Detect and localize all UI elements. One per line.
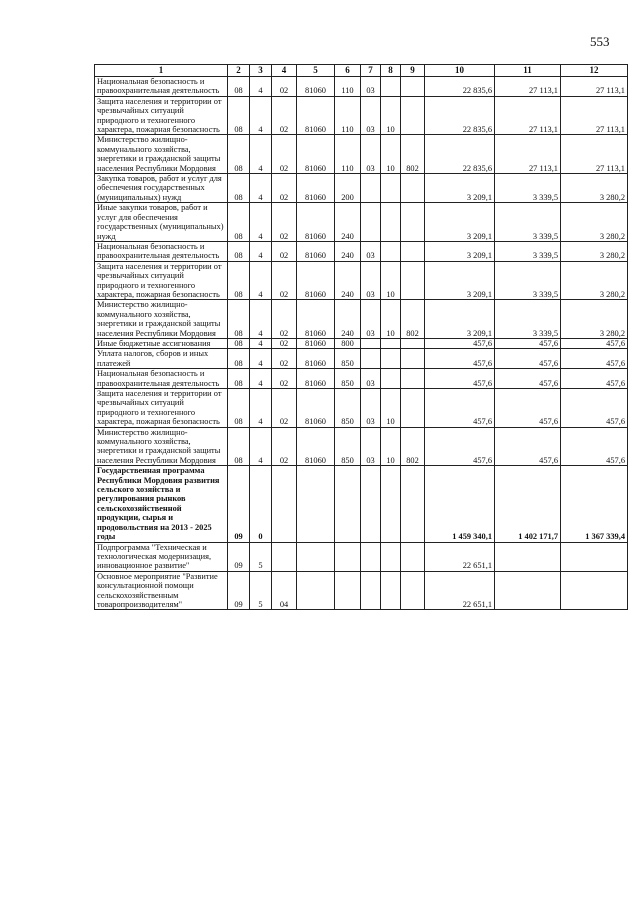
- row-name: Закупка товаров, работ и услуг для обеспечения государственных (муниципальных) нужд: [97, 174, 222, 202]
- row-name-cell: [95, 241, 228, 261]
- subsection-code: 10: [381, 135, 401, 174]
- subprogram-code: 02: [272, 300, 297, 339]
- amount-col12: 27 113,1: [561, 96, 628, 135]
- table-row: [95, 369, 628, 389]
- direction-code: 81060: [297, 203, 335, 242]
- header-row: [95, 65, 628, 77]
- section-code: 08: [228, 261, 250, 300]
- amount-col10: 3 209,1: [425, 241, 495, 261]
- expense-type-code: 240: [335, 261, 361, 300]
- administrator-code: [401, 338, 425, 348]
- administrator-code: [401, 542, 425, 571]
- amount-col11: 27 113,1: [495, 96, 561, 135]
- section-subcode: 03: [361, 369, 381, 389]
- section-code: 08: [228, 135, 250, 174]
- row-name: Министерство жилищно-коммунального хозяйства, энергетики и гражданской защиты населения Республики Мордовия: [97, 135, 221, 173]
- row-name-cell: [95, 203, 228, 242]
- amount-col10: 22 835,6: [425, 135, 495, 174]
- administrator-code: [401, 571, 425, 610]
- expense-type-code: 850: [335, 349, 361, 369]
- section-code: 08: [228, 338, 250, 348]
- amount-col11: 457,6: [495, 389, 561, 428]
- expense-type-code: 110: [335, 135, 361, 174]
- row-name-cell: [95, 338, 228, 348]
- section-subcode: [361, 542, 381, 571]
- administrator-code: [401, 261, 425, 300]
- direction-code: 81060: [297, 174, 335, 203]
- subsection-code: [381, 349, 401, 369]
- direction-code: 81060: [297, 135, 335, 174]
- section-subcode: 03: [361, 77, 381, 97]
- amount-col10: 3 209,1: [425, 203, 495, 242]
- direction-code: 81060: [297, 77, 335, 97]
- section-code: 08: [228, 203, 250, 242]
- subprogram-code: 02: [272, 389, 297, 428]
- amount-col10: 22 835,6: [425, 77, 495, 97]
- expense-type-code: 850: [335, 369, 361, 389]
- amount-col11: [495, 542, 561, 571]
- amount-col10: 22 651,1: [425, 542, 495, 571]
- subprogram-code: [272, 466, 297, 542]
- direction-code: 81060: [297, 241, 335, 261]
- subsection-code: 10: [381, 261, 401, 300]
- row-name-cell: [95, 135, 228, 174]
- subprogram-code: [272, 542, 297, 571]
- row-name: Национальная безопасность и правоохранительная деятельность: [97, 77, 220, 96]
- table-row: [95, 427, 628, 466]
- table-body: [95, 77, 628, 610]
- amount-col12: 3 280,2: [561, 300, 628, 339]
- direction-code: [297, 466, 335, 542]
- section-code: 08: [228, 300, 250, 339]
- direction-code: 81060: [297, 369, 335, 389]
- program-code: 4: [250, 349, 272, 369]
- section-subcode: [361, 338, 381, 348]
- row-name: Министерство жилищно-коммунального хозяйства, энергетики и гражданской защиты населения Республики Мордовия: [97, 427, 221, 465]
- expense-type-code: 110: [335, 96, 361, 135]
- direction-code: 81060: [297, 389, 335, 428]
- amount-col11: 3 339,5: [495, 203, 561, 242]
- amount-col12: 457,6: [561, 369, 628, 389]
- expense-type-code: 200: [335, 174, 361, 203]
- program-code: 4: [250, 369, 272, 389]
- program-code: 5: [250, 542, 272, 571]
- section-subcode: 03: [361, 96, 381, 135]
- budget-table: [94, 64, 628, 610]
- subsection-code: 10: [381, 427, 401, 466]
- section-subcode: [361, 349, 381, 369]
- row-name-cell: [95, 427, 228, 466]
- amount-col10: 457,6: [425, 389, 495, 428]
- table-row: [95, 349, 628, 369]
- subsection-code: [381, 77, 401, 97]
- row-name: Защита населения и территории от чрезвычайных ситуаций природного и техногенного характера, пожарная безопасность: [97, 96, 222, 135]
- amount-col10: 457,6: [425, 427, 495, 466]
- program-code: 4: [250, 389, 272, 428]
- expense-type-code: 240: [335, 300, 361, 339]
- subsection-code: [381, 571, 401, 610]
- table-row: [95, 96, 628, 135]
- row-name-cell: [95, 174, 228, 203]
- row-name: Защита населения и территории от чрезвычайных ситуаций природного и техногенного характера, пожарная безопасность: [97, 261, 222, 299]
- direction-code: 81060: [297, 338, 335, 348]
- subsection-code: [381, 338, 401, 348]
- administrator-code: [401, 389, 425, 428]
- column-header: 7: [361, 65, 381, 77]
- amount-col10: 3 209,1: [425, 300, 495, 339]
- administrator-code: [401, 349, 425, 369]
- row-name-cell: [95, 369, 228, 389]
- section-code: 09: [228, 571, 250, 610]
- section-code: 09: [228, 466, 250, 542]
- expense-type-code: 240: [335, 241, 361, 261]
- amount-col12: 3 280,2: [561, 174, 628, 203]
- section-subcode: 03: [361, 300, 381, 339]
- subprogram-code: 02: [272, 369, 297, 389]
- table-row: [95, 241, 628, 261]
- amount-col11: 457,6: [495, 338, 561, 348]
- table-row: [95, 135, 628, 174]
- subprogram-code: 02: [272, 261, 297, 300]
- program-code: 4: [250, 96, 272, 135]
- administrator-code: [401, 174, 425, 203]
- row-name: Государственная программа Республики Мордовия развития сельского хозяйства и регулирования рынков сельскохозяйственной продукции, сырья и продовольствия на 2013 - 2025 годы: [97, 466, 220, 542]
- section-subcode: 03: [361, 241, 381, 261]
- amount-col12: 3 280,2: [561, 261, 628, 300]
- amount-col12: 3 280,2: [561, 241, 628, 261]
- row-name-cell: [95, 542, 228, 571]
- expense-type-code: 110: [335, 77, 361, 97]
- column-header: 3: [250, 65, 272, 77]
- column-header: 1: [95, 65, 228, 77]
- amount-col10: 457,6: [425, 338, 495, 348]
- direction-code: 81060: [297, 96, 335, 135]
- amount-col12: 457,6: [561, 389, 628, 428]
- section-code: 08: [228, 427, 250, 466]
- subsection-code: [381, 241, 401, 261]
- subprogram-code: 02: [272, 349, 297, 369]
- section-code: 08: [228, 389, 250, 428]
- table-row: [95, 338, 628, 348]
- section-code: 08: [228, 96, 250, 135]
- administrator-code: [401, 77, 425, 97]
- section-subcode: [361, 203, 381, 242]
- direction-code: 81060: [297, 349, 335, 369]
- column-header: 9: [401, 65, 425, 77]
- subsection-code: [381, 466, 401, 542]
- row-name-cell: [95, 261, 228, 300]
- program-code: 5: [250, 571, 272, 610]
- administrator-code: [401, 241, 425, 261]
- section-subcode: [361, 174, 381, 203]
- row-name: Защита населения и территории от чрезвычайных ситуаций природного и техногенного характера, пожарная безопасность: [97, 389, 222, 427]
- row-name: Иные бюджетные ассигнования: [97, 338, 211, 348]
- subprogram-code: 02: [272, 203, 297, 242]
- amount-col12: 457,6: [561, 427, 628, 466]
- amount-col12: 457,6: [561, 338, 628, 348]
- administrator-code: 802: [401, 300, 425, 339]
- direction-code: 81060: [297, 427, 335, 466]
- subsection-code: 10: [381, 300, 401, 339]
- amount-col11: [495, 571, 561, 610]
- table-row: [95, 466, 628, 542]
- program-code: 4: [250, 77, 272, 97]
- table-row: [95, 203, 628, 242]
- row-name-cell: [95, 466, 228, 542]
- amount-col11: 27 113,1: [495, 135, 561, 174]
- amount-col12: 3 280,2: [561, 203, 628, 242]
- section-code: 08: [228, 349, 250, 369]
- row-name: Министерство жилищно-коммунального хозяйства, энергетики и гражданской защиты населения Республики Мордовия: [97, 300, 221, 338]
- amount-col10: 3 209,1: [425, 174, 495, 203]
- subprogram-code: 04: [272, 571, 297, 610]
- subprogram-code: 02: [272, 135, 297, 174]
- administrator-code: [401, 203, 425, 242]
- amount-col10: 22 651,1: [425, 571, 495, 610]
- amount-col11: 457,6: [495, 349, 561, 369]
- subprogram-code: 02: [272, 174, 297, 203]
- row-name-cell: [95, 389, 228, 428]
- subprogram-code: 02: [272, 77, 297, 97]
- row-name: Национальная безопасность и правоохранительная деятельность: [97, 241, 220, 261]
- expense-type-code: 850: [335, 389, 361, 428]
- column-header: 10: [425, 65, 495, 77]
- table-row: [95, 571, 628, 610]
- section-subcode: 03: [361, 135, 381, 174]
- subprogram-code: 02: [272, 427, 297, 466]
- expense-type-code: 850: [335, 427, 361, 466]
- administrator-code: [401, 369, 425, 389]
- amount-col12: [561, 571, 628, 610]
- amount-col11: 457,6: [495, 369, 561, 389]
- amount-col10: 3 209,1: [425, 261, 495, 300]
- amount-col11: 3 339,5: [495, 261, 561, 300]
- program-code: 4: [250, 241, 272, 261]
- program-code: 0: [250, 466, 272, 542]
- direction-code: [297, 571, 335, 610]
- amount-col12: [561, 542, 628, 571]
- amount-col11: 3 339,5: [495, 300, 561, 339]
- column-header: 2: [228, 65, 250, 77]
- expense-type-code: 240: [335, 203, 361, 242]
- amount-col10: 457,6: [425, 349, 495, 369]
- amount-col11: 457,6: [495, 427, 561, 466]
- section-code: 08: [228, 241, 250, 261]
- column-header: 6: [335, 65, 361, 77]
- row-name-cell: [95, 77, 228, 97]
- amount-col10: 22 835,6: [425, 96, 495, 135]
- section-subcode: [361, 466, 381, 542]
- table-row: [95, 542, 628, 571]
- subsection-code: [381, 369, 401, 389]
- subprogram-code: 02: [272, 338, 297, 348]
- row-name-cell: [95, 571, 228, 610]
- administrator-code: 802: [401, 135, 425, 174]
- column-header: 8: [381, 65, 401, 77]
- program-code: 4: [250, 338, 272, 348]
- section-subcode: [361, 571, 381, 610]
- page-number: 553: [590, 34, 610, 49]
- amount-col10: 1 459 340,1: [425, 466, 495, 542]
- section-subcode: 03: [361, 389, 381, 428]
- column-header: 4: [272, 65, 297, 77]
- row-name: Национальная безопасность и правоохранительная деятельность: [97, 369, 220, 388]
- program-code: 4: [250, 203, 272, 242]
- table-row: [95, 174, 628, 203]
- section-subcode: 03: [361, 427, 381, 466]
- amount-col12: 27 113,1: [561, 135, 628, 174]
- expense-type-code: [335, 542, 361, 571]
- section-code: 08: [228, 77, 250, 97]
- section-code: 09: [228, 542, 250, 571]
- table-row: [95, 77, 628, 97]
- section-code: 08: [228, 174, 250, 203]
- direction-code: [297, 542, 335, 571]
- direction-code: 81060: [297, 261, 335, 300]
- subsection-code: 10: [381, 96, 401, 135]
- program-code: 4: [250, 174, 272, 203]
- program-code: 4: [250, 135, 272, 174]
- row-name-cell: [95, 300, 228, 339]
- administrator-code: [401, 466, 425, 542]
- section-subcode: 03: [361, 261, 381, 300]
- subsection-code: 10: [381, 389, 401, 428]
- table-row: [95, 389, 628, 428]
- program-code: 4: [250, 261, 272, 300]
- amount-col11: 3 339,5: [495, 174, 561, 203]
- expense-type-code: [335, 466, 361, 542]
- table-row: [95, 300, 628, 339]
- administrator-code: 802: [401, 427, 425, 466]
- column-header: 11: [495, 65, 561, 77]
- amount-col12: 1 367 339,4: [561, 466, 628, 542]
- subsection-code: [381, 542, 401, 571]
- program-code: 4: [250, 300, 272, 339]
- amount-col11: 27 113,1: [495, 77, 561, 97]
- subprogram-code: 02: [272, 96, 297, 135]
- amount-col12: 27 113,1: [561, 77, 628, 97]
- row-name: Подпрограмма "Техническая и технологическая модернизация, инновационное развитие": [97, 542, 212, 571]
- column-header: 5: [297, 65, 335, 77]
- program-code: 4: [250, 427, 272, 466]
- subsection-code: [381, 203, 401, 242]
- subprogram-code: 02: [272, 241, 297, 261]
- row-name-cell: [95, 349, 228, 369]
- administrator-code: [401, 96, 425, 135]
- amount-col10: 457,6: [425, 369, 495, 389]
- amount-col11: 3 339,5: [495, 241, 561, 261]
- table-row: [95, 261, 628, 300]
- column-header: 12: [561, 65, 628, 77]
- section-code: 08: [228, 369, 250, 389]
- row-name: Уплата налогов, сборов и иных платежей: [97, 349, 209, 368]
- row-name: Основное мероприятие "Развитие консультационной помощи сельскохозяйственным товаропроизводителям": [97, 571, 218, 609]
- row-name: Иные закупки товаров, работ и услуг для обеспечения государственных (муниципальных) нужд: [97, 203, 224, 241]
- expense-type-code: 800: [335, 338, 361, 348]
- direction-code: 81060: [297, 300, 335, 339]
- amount-col11: 1 402 171,7: [495, 466, 561, 542]
- amount-col12: 457,6: [561, 349, 628, 369]
- subsection-code: [381, 174, 401, 203]
- expense-type-code: [335, 571, 361, 610]
- row-name-cell: [95, 96, 228, 135]
